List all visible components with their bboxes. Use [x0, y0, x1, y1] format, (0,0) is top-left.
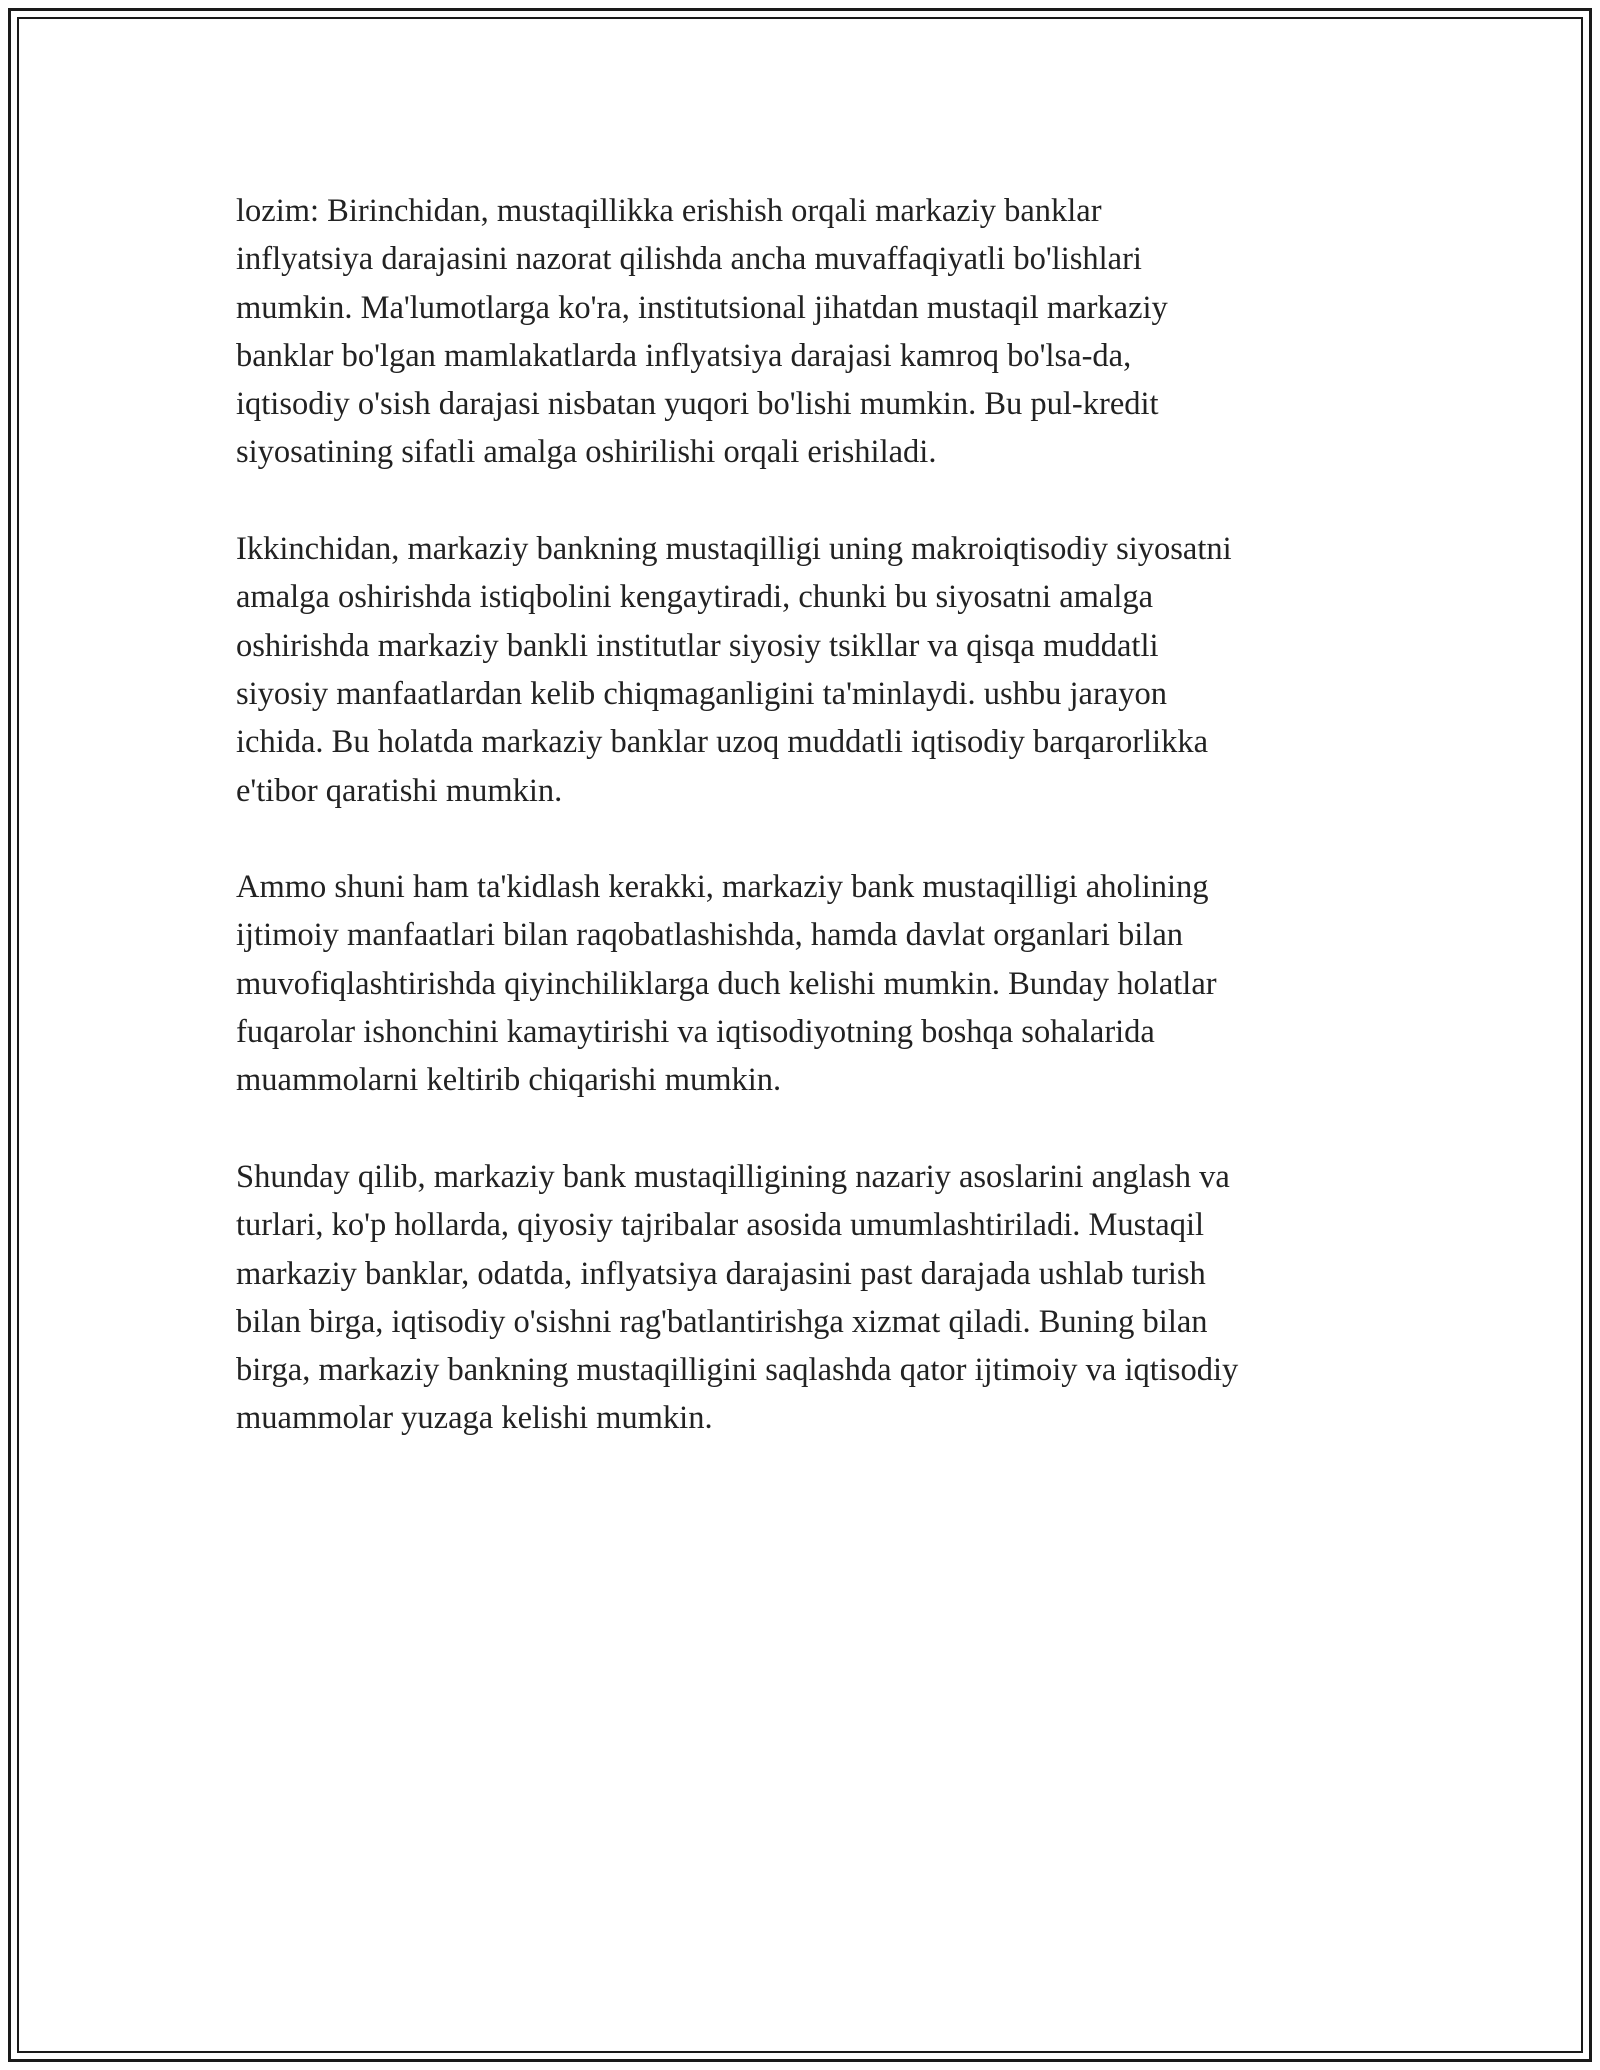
text-line: inflyatsiya darajasini nazorat qilishda ancha muvaffaqiyatli bo'lishlari — [236, 241, 1142, 278]
document-body — [236, 187, 1396, 1491]
text-line: Shunday qilib, markaziy bank mustaqilligining nazariy asoslarini anglash va — [236, 1158, 1230, 1195]
text-line: oshirishda markaziy bankli institutlar siyosiy tsikllar va qisqa muddatli — [236, 627, 1159, 664]
text-line: lozim: Birinchidan, mustaqillikka erishish orqali markaziy banklar — [236, 193, 1102, 229]
text-line: fuqarolar ishonchini kamaytirishi va iqtisodiyotning boshqa sohalarida — [236, 1014, 1155, 1051]
paragraph — [236, 525, 1396, 815]
text-line: siyosatining sifatli amalga oshirilishi orqali erishiladi. — [236, 434, 937, 471]
text-line: markaziy banklar, odatda, inflyatsiya darajasini past darajada ushlab turish — [236, 1255, 1206, 1292]
text-line: Ikkinchidan, markaziy bankning mustaqilligi uning makroiqtisodiy siyosatni — [236, 531, 1232, 568]
text-line: banklar bo'lgan mamlakatlarda inflyatsiya darajasi kamroq bo'lsa-da, — [236, 337, 1132, 374]
text-line: muvofiqlashtirishda qiyinchiliklarga duch kelishi mumkin. Bunday holatlar — [236, 965, 1217, 1002]
text-line: ichida. Bu holatda markaziy banklar uzoq muddatli iqtisodiy barqarorlikka — [236, 724, 1209, 761]
text-line: birga, markaziy bankning mustaqilligini saqlashda qator ijtimoiy va iqtisodiy — [236, 1352, 1239, 1389]
text-line: Ammo shuni ham ta'kidlash kerakki, markaziy bank mustaqilligi aholining — [236, 869, 1209, 906]
text-line: siyosiy manfaatlardan kelib chiqmaganligini ta'minlaydi. ushbu jarayon — [236, 675, 1167, 712]
text-line: e'tibor qaratishi mumkin. — [236, 772, 563, 809]
text-line: mumkin. Ma'lumotlarga ko'ra, institutsional jihatdan mustaqil markaziy — [236, 289, 1168, 326]
text-line: ijtimoiy manfaatlari bilan raqobatlashishda, hamda davlat organlari bilan — [236, 917, 1184, 954]
text-line: muammolarni keltirib chiqarishi mumkin. — [236, 1062, 782, 1099]
paragraph — [236, 863, 1396, 1104]
paragraph — [236, 1153, 1396, 1443]
text-line: amalga oshirishda istiqbolini kengaytiradi, chunki bu siyosatni amalga — [236, 579, 1154, 616]
text-line: iqtisodiy o'sish darajasi nisbatan yuqori bo'lishi mumkin. Bu pul-kredit — [236, 386, 1159, 423]
paragraph — [236, 187, 1396, 477]
text-line: turlari, ko'p hollarda, qiyosiy tajribalar asosida umumlashtiriladi. Mustaqil — [236, 1207, 1205, 1244]
text-line: bilan birga, iqtisodiy o'sishni rag'batlantirishga xizmat qiladi. Buning bilan — [236, 1303, 1208, 1340]
text-line: muammolar yuzaga kelishi mumkin. — [236, 1400, 713, 1437]
